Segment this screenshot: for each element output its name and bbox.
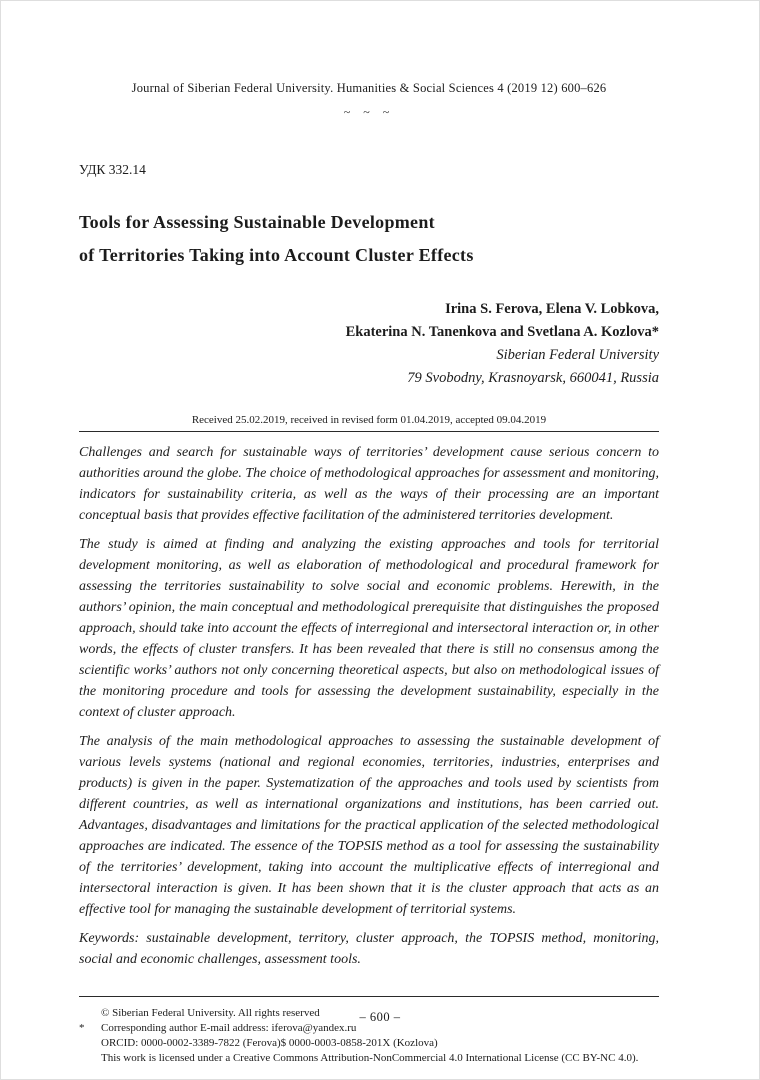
footnote-orcid-row bbox=[79, 1036, 659, 1051]
abstract-paragraph-3: The analysis of the main methodological approaches to assessing the sustainable development of various levels systems (national and regional economies, territories, industries, enterprises and products) is given in the paper. Systematization of the approaches and tools used by scientists from different countries, as well as international organizations and institutions, has been carried out. Advantages, disadvantages and limitations for the practical application of the selected methodological approaches are indicated. The essence of the TOPSIS method as a tool for assessing the sustainability of the territories’ development, taking into account the multiplicative effects of interregional and intersectoral interaction is given. It has been shown that it is the cluster approach that acts as an effective tool for managing the sustainable development of territorial systems. bbox=[79, 734, 659, 917]
abstract-section bbox=[79, 442, 659, 970]
paper-title-line-1: Tools for Assessing Sustainable Development bbox=[79, 212, 435, 232]
page-number: – 600 – bbox=[359, 1010, 401, 1024]
keywords-line: Keywords: sustainable development, territory, cluster approach, the TOPSIS method, monitoring, social and economic challenges, assessment tools. bbox=[79, 931, 659, 967]
footnote-license-row bbox=[79, 1051, 659, 1066]
paper-title bbox=[79, 206, 659, 272]
footnote-asterisk-marker: * bbox=[79, 1022, 85, 1034]
abstract-paragraph-1: Challenges and search for sustainable ways of territories’ development cause serious concern to authorities around the globe. The choice of methodological approaches for assessment and monitoring, indicators for sustainability criteria, as well as the ways of their processing are an important conceptual basis that provides effective facilitation of the administered territories development. bbox=[79, 445, 659, 523]
abstract-paragraph-2: The study is aimed at finding and analyzing the existing approaches and tools for territorial development monitoring, as well as elaboration of methodological and procedural framework for assessing the territories sustainability to solve social and economic problems. Herewith, in the authors’ opinion, the main conceptual and methodological prerequisite that distinguishes the proposed approach, should take into account the effects of interregional and intersectoral interaction or, in other words, the effects of cluster transfers. It has been revealed that there is still no consensus among the scientific works’ authors not only concerning theoretical aspects, but also on methodological issues of the monitoring procedure and tools for assessing the development sustainability, especially in the context of cluster approach. bbox=[79, 537, 659, 720]
footnote-marker-empty bbox=[79, 1051, 101, 1066]
journal-header: Journal of Siberian Federal University. Humanities & Social Sciences 4 (2019 12) 600–626 bbox=[131, 81, 607, 95]
received-dates: Received 25.02.2019, received in revised form 01.04.2019, accepted 09.04.2019 bbox=[191, 414, 547, 426]
udc-code: УДК 332.14 bbox=[79, 162, 146, 177]
paper-title-line-2: of Territories Taking into Account Cluster Effects bbox=[79, 245, 474, 265]
abstract-divider bbox=[79, 431, 659, 432]
footnote-license: This work is licensed under a Creative Commons Attribution-NonCommercial 4.0 International License (CC BY-NC 4.0). bbox=[101, 1052, 639, 1064]
tilde-separator: ~ ~ ~ bbox=[343, 105, 395, 119]
footnote-divider bbox=[79, 996, 659, 997]
footnote-marker-empty bbox=[79, 1036, 101, 1051]
footnote-orcid: ORCID: 0000-0002-3389-7822 (Ferova)$ 0000-0003-0858-201X (Kozlova) bbox=[101, 1037, 438, 1049]
authors-line-2: Ekaterina N. Tanenkova and Svetlana A. Kozlova* bbox=[345, 324, 659, 340]
footnote-corresponding-author: Corresponding author E-mail address: iferova@yandex.ru bbox=[101, 1022, 357, 1034]
page-content bbox=[1, 1, 759, 1066]
affiliation-line-2: 79 Svobodny, Krasnoyarsk, 660041, Russia bbox=[407, 370, 659, 386]
authors-line-1: Irina S. Ferova, Elena V. Lobkova, bbox=[445, 301, 659, 317]
affiliation-line-1: Siberian Federal University bbox=[496, 347, 659, 363]
authors-block bbox=[79, 298, 659, 390]
footnote-copyright: © Siberian Federal University. All rights reserved bbox=[101, 1007, 320, 1019]
